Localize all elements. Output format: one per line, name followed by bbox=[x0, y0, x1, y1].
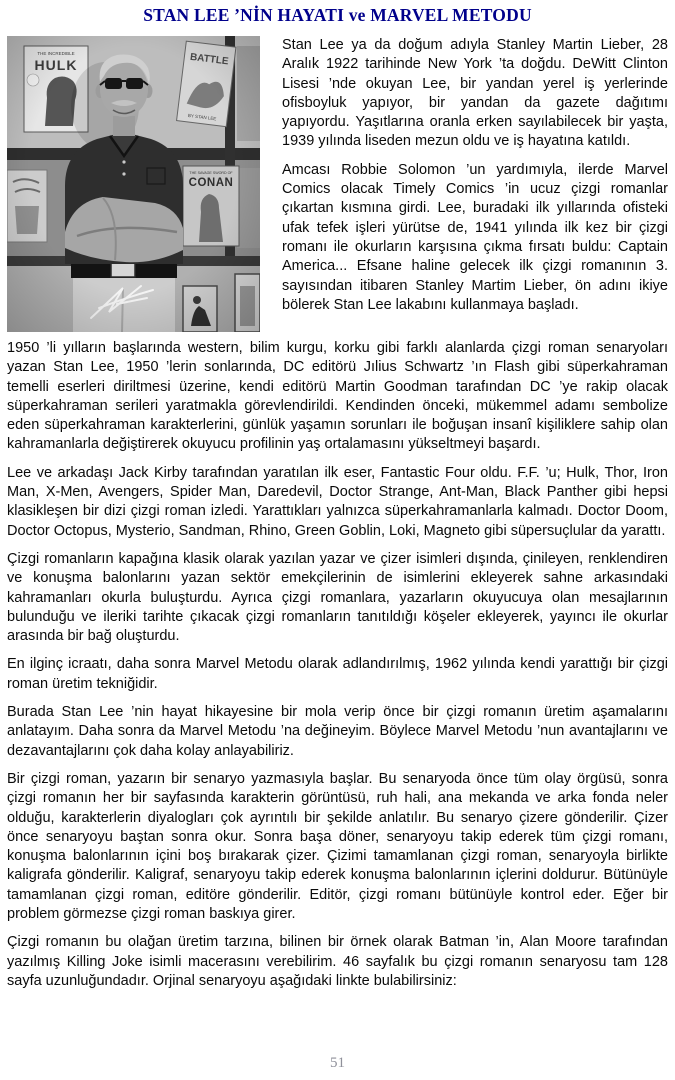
page-number: 51 bbox=[330, 1055, 345, 1071]
paragraph-1: Stan Lee ya da doğum adıyla Stanley Martin Lieber, 28 Aralık 1922 tarihinde New York ’ta doğdu. DeWitt Clinton Lisesi ’nde okuyan Lee, bir yandan yerel iş yerlerinde ofisboyluk yapıyor, bir yandan da gazete dağıtımı yapıyordu. Yaşıtlarına oranla erken sayılabilecek bir yaşta, 1939 yılında liseden mezun oldu ve iş hayatına katıldı. bbox=[282, 37, 668, 150]
paragraph-7: Burada Stan Lee ’nin hayat hikayesine bir mola verip önce bir çizgi romanın üretim aşamalarını anlatayım. Daha sonra da Marvel Metodu ’na değineyim. Böylece Marvel Metodu ’nun avantajlarını ve dezavantajlarını çok daha kolay anlayabiliriz. bbox=[7, 704, 668, 759]
paragraph-2: Amcası Robbie Solomon ’un yardımıyla, ilerde Marvel Comics olacak Timely Comics ’in ucuz çizgi romanlar çıkartan kısmına girdi. Lee, buradaki ilk yıllarında ofisteki ufak tefek işleri yürütse de, 1941 yılında ilk kez bir çizgi romanı ile okurların karşısına çıkma fırsatı buldu: Captain America... Efsane haline gelecek ilk çizgi romanının 3. sayısından itibaren Stanley Martim Lieber, ön adını ikiye bölerek Stan Lee lakabını kullanmaya başladı. bbox=[282, 161, 668, 313]
page-title: STAN LEE ’NİN HAYATI ve MARVEL METODU bbox=[143, 5, 532, 25]
paragraph-6: En ilginç icraatı, daha sonra Marvel Metodu olarak adlandırılmış, 1962 yılında kendi yarattığı bir çizgi roman üretim tekniğidir. bbox=[7, 656, 668, 692]
paragraph-3: 1950 ’li yılların başlarında western, bilim kurgu, korku gibi farklı alanlarda çizgi roman senaryoları yazan Stan Lee, 1950 ’lerin sonlarında, DC editörü Jılius Schwartz ’ın Flash gibi süperkahraman temelli eserleri diriltmesi üzerine, kendi editörü Martin Goodman tarafından DC ’ye rakip olacak süperkahraman serileri yaratmakla görevlendirildi. Kendinden önceki, mükemmel adamı sembolize eden süperkahraman karakterlerini, günlük yaşamın sorunları ile boğuşan insanî kişiliklere sahip olan kahramanlarla değiştirerek okuyucu profilinin yaş ortalamasını yükseltmeyi başardı. bbox=[7, 340, 668, 453]
stan-lee-photo bbox=[7, 36, 260, 332]
paragraph-9: Çizgi romanın bu olağan üretim tarzına, bilinen bir örnek olarak Batman ’in, Alan Moore tarafından yazılmış Killing Joke isimli macerasını verebilirim. 46 sayfalık bu çizgi romanın senaryosu tam 128 sayfa uzunluğundadır. Orjinal senaryoyu aşağıdaki linkte bulabilirsiniz: bbox=[7, 934, 668, 989]
stan-lee-photo-illustration bbox=[7, 36, 260, 332]
top-row bbox=[7, 36, 668, 332]
paragraph-4: Lee ve arkadaşı Jack Kirby tarafından yaratılan ilk eser, Fantastic Four oldu. F.F. ’u; Hulk, Thor, Iron Man, X-Men, Avengers, Spider Man, Daredevil, Doctor Strange, Ant-Man, Black Panther gibi hepsi klasikleşen bir dizi çizgi roman izledi. Yarattıkları yalnızca süperkahramanlarla kalmadı. Doctor Doom, Doctor Octopus, Mysterio, Sandman, Rhino, Green Goblin, Loki, Magneto gibi süpersuçlular da yarattı. bbox=[7, 464, 668, 539]
intro-text-column bbox=[282, 36, 668, 315]
paragraph-8: Bir çizgi roman, yazarın bir senaryo yazmasıyla başlar. Bu senaryoda önce tüm olay örgüsü, sonra çizgi romanın her bir sayfasında karakterin görüntüsü, ruh hali, ana mekanda ve arka fonda neler olduğu, karakterlerin diyalogları çok ayrıntılı bir şekilde anlatılır. Bu senaryo çizere gönderilir. Çizer önce senaryoyu baştan sonra okur. Sonra başa döner, senaryoyu takip ederek tüm çizgi romanı, konuşma balonlarının içini boş bırakarak çizer. Çizimi tamamlanan çizgi roman, senaryoyla birlikte kaligrafa gönderilir. Kaligraf, senaryoyu takip ederek konuşma balonlarının içlerini doldurur. Bütünüyle tamamlanan çizgi roman, editöre gönderilir. Editör, çizgi romanı bütünüyle kontrol eder. Eğer bir problem görmezse çizgi roman baskıya girer. bbox=[7, 770, 668, 923]
page-content bbox=[0, 26, 675, 991]
paragraph-5: Çizgi romanların kapağına klasik olarak yazılan yazar ve çizer isimleri dışında, çinileyen, renklendiren ve konuşma balonlarını yazan sektör emekçilerinin de isimlerini ekleyerek sahne arkasındaki kahramanları okurla buluşturdu. Ayrıca çizgi romanlara, yazarların okuyucuya olan mesajlarının bulunduğu ve ileriki tarihte çıkacak çizgi romanların tanıtıldığı köşeler ekleyerek, yayıncı ile okurlar arasında bir bağ oluşturdu. bbox=[7, 550, 668, 645]
